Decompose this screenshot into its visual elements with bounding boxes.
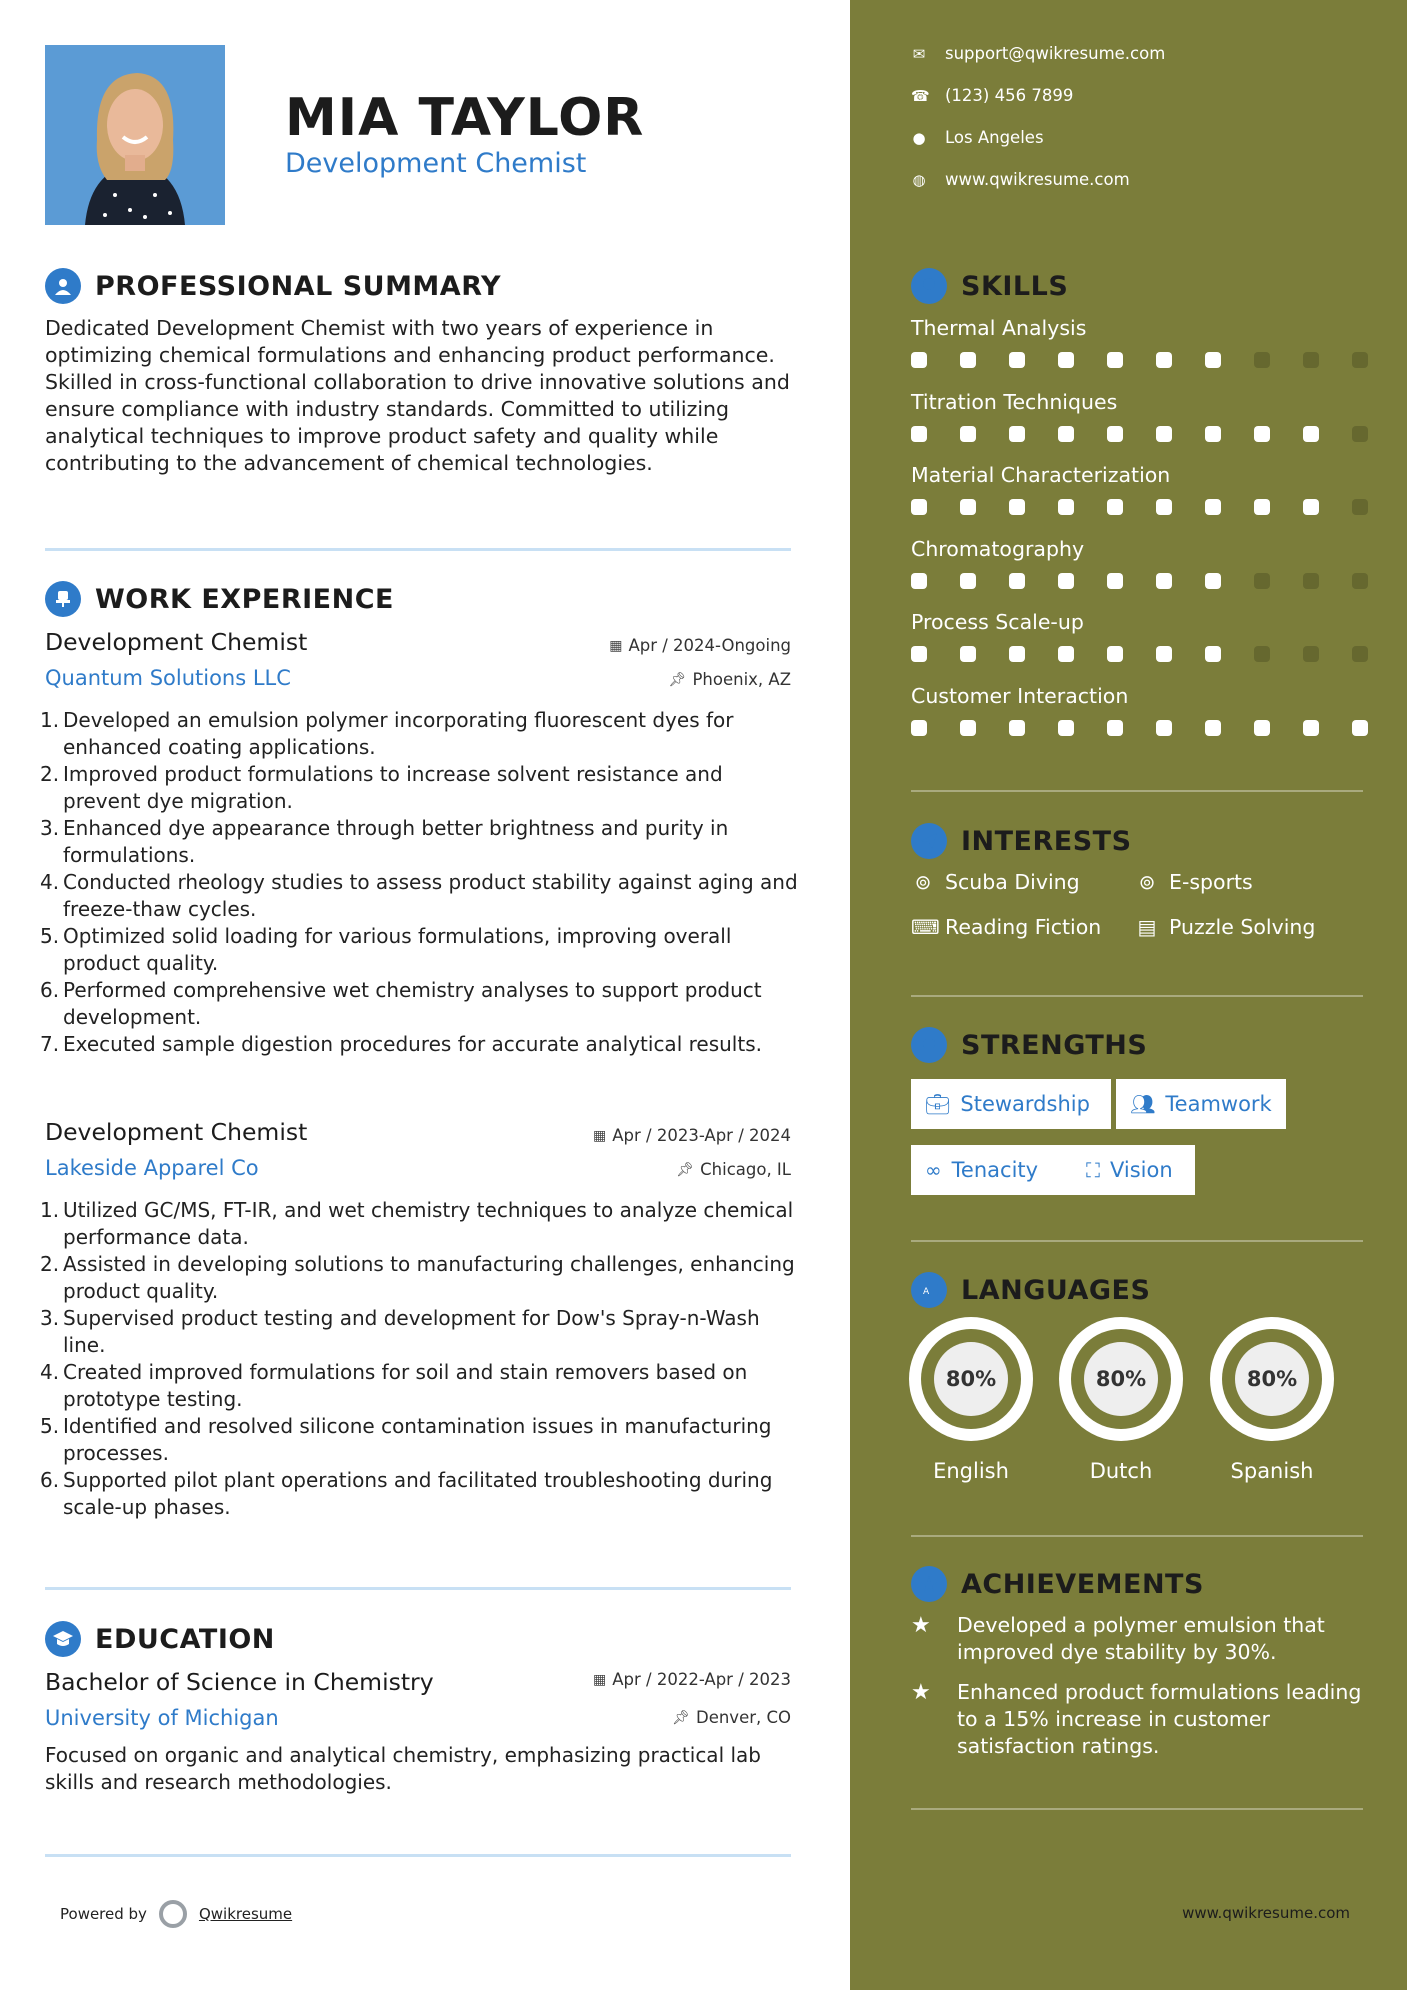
envelope-icon: ✉ bbox=[912, 44, 926, 63]
education-text: Focused on organic and analytical chemistry, emphasizing practical lab skills and research methodologies. bbox=[45, 1743, 761, 1794]
divider bbox=[911, 995, 1363, 997]
rating-dot bbox=[1009, 573, 1025, 589]
profile-photo bbox=[45, 45, 225, 225]
rating-dot bbox=[911, 426, 927, 442]
strength-tag bbox=[1072, 1145, 1195, 1195]
book-icon: ▤ bbox=[1137, 915, 1157, 939]
rating-dot bbox=[960, 720, 976, 736]
contact-website[interactable] bbox=[911, 170, 1130, 189]
school: University of Michigan bbox=[45, 1706, 279, 1730]
graduation-cap-icon bbox=[45, 1621, 81, 1657]
link-icon: ∞ bbox=[925, 1158, 942, 1182]
globe-icon: ◍ bbox=[912, 170, 926, 189]
rating-dot bbox=[1107, 426, 1123, 442]
skill-name: Process Scale-up bbox=[911, 610, 1084, 634]
paper-plane-icon bbox=[911, 823, 947, 859]
rating-dot bbox=[1156, 352, 1172, 368]
skills-title: SKILLS bbox=[961, 270, 1069, 302]
divider bbox=[911, 790, 1363, 792]
strengths-title: STRENGTHS bbox=[961, 1029, 1148, 1061]
users-icon: 👥︎ bbox=[1130, 1092, 1156, 1116]
rating-dot bbox=[1254, 573, 1270, 589]
education-location-text: Denver, CO bbox=[695, 1708, 791, 1727]
rating-dot bbox=[1205, 426, 1221, 442]
rating-dot bbox=[1107, 720, 1123, 736]
language-name: Spanish bbox=[1230, 1459, 1314, 1483]
list-item: 3. Enhanced dye appearance through better brightness and purity in formulations. bbox=[40, 816, 729, 867]
rating-dot bbox=[1205, 352, 1221, 368]
rating-dot bbox=[1254, 499, 1270, 515]
phone-icon: ☎ bbox=[911, 86, 930, 105]
education-heading bbox=[45, 1621, 275, 1657]
job-bullets bbox=[40, 707, 800, 1058]
qwikresume-link[interactable]: Qwikresume bbox=[198, 1905, 293, 1923]
rating-dot bbox=[1156, 426, 1172, 442]
rating-dot bbox=[1156, 646, 1172, 662]
divider bbox=[45, 1854, 791, 1857]
rating-dot bbox=[1303, 646, 1319, 662]
rating-dot bbox=[1107, 352, 1123, 368]
degree: Bachelor of Science in Chemistry bbox=[45, 1668, 434, 1696]
language-progress-ring bbox=[909, 1317, 1033, 1441]
languages-title: LANGUAGES bbox=[961, 1274, 1151, 1306]
rating-dot bbox=[1009, 646, 1025, 662]
list-item: 2. Assisted in developing solutions to manufacturing challenges, enhancing product quality. bbox=[40, 1252, 795, 1303]
contact-location bbox=[911, 128, 1044, 147]
star-badge-icon bbox=[911, 1566, 947, 1602]
rating-dot bbox=[1303, 352, 1319, 368]
education-title: EDUCATION bbox=[95, 1623, 275, 1655]
contact-email[interactable] bbox=[911, 44, 1165, 63]
language-item bbox=[1059, 1317, 1183, 1483]
rating-dot bbox=[911, 352, 927, 368]
briefcase-chair-icon bbox=[45, 581, 81, 617]
svg-text:A: A bbox=[923, 1287, 930, 1297]
gamepad-icon: ⌨ bbox=[911, 915, 940, 939]
list-item: 5. Identified and resolved silicone contamination issues in manufacturing processes. bbox=[40, 1414, 772, 1465]
rating-dot bbox=[1058, 352, 1074, 368]
interest-item bbox=[1135, 870, 1253, 894]
strength-tag bbox=[911, 1079, 1111, 1129]
strength-label: Vision bbox=[1110, 1158, 1173, 1182]
interests-heading bbox=[911, 823, 1132, 859]
achievement-text: Developed a polymer emulsion that improved dye stability by 30%. bbox=[957, 1613, 1325, 1664]
summary-text: Dedicated Development Chemist with two years of experience in optimizing chemical formulations and enhancing product performance. Skilled in cross-functional collaboration to drive innovative solutions and ensure compliance with industry standards. Committed to utilizing analytical techniques to improve product safety and quality while contributing to the advancement of chemical technologies. bbox=[45, 316, 790, 475]
divider bbox=[45, 1587, 791, 1590]
education-dates-text: Apr / 2022-Apr / 2023 bbox=[612, 1670, 791, 1689]
contact-phone bbox=[911, 86, 1073, 105]
job-dates-text: Apr / 2024-Ongoing bbox=[628, 636, 791, 655]
rating-dot bbox=[1107, 499, 1123, 515]
skill-rating bbox=[911, 573, 1368, 589]
language-percent: 80% bbox=[1084, 1342, 1158, 1416]
pin-icon: 📌︎ bbox=[672, 1709, 690, 1726]
interest-label: Reading Fiction bbox=[945, 915, 1102, 939]
language-percent: 80% bbox=[934, 1342, 1008, 1416]
interest-item bbox=[911, 870, 1080, 894]
qwikresume-logo bbox=[159, 1900, 187, 1928]
rating-dot bbox=[1058, 646, 1074, 662]
fist-icon bbox=[911, 1027, 947, 1063]
skills-heading bbox=[911, 268, 1068, 304]
job-location bbox=[676, 1160, 791, 1179]
rating-dot bbox=[1205, 573, 1221, 589]
rating-dot bbox=[1205, 720, 1221, 736]
language-item bbox=[1210, 1317, 1334, 1483]
binoculars-icon: ⛶ bbox=[1086, 1158, 1100, 1182]
list-item: 7. Executed sample digestion procedures for accurate analytical results. bbox=[40, 1032, 762, 1056]
rating-dot bbox=[1156, 573, 1172, 589]
calendar-icon: ▦ bbox=[609, 637, 623, 654]
list-item: 4. Created improved formulations for soil and stain removers based on prototype testing. bbox=[40, 1360, 748, 1411]
life-ring-icon: ⊚ bbox=[1138, 870, 1156, 894]
job-location-text: Phoenix, AZ bbox=[692, 670, 791, 689]
powered-by-label: Powered by bbox=[60, 1905, 147, 1923]
language-name: Dutch bbox=[1089, 1459, 1153, 1483]
rating-dot bbox=[1058, 499, 1074, 515]
rating-dot bbox=[1107, 573, 1123, 589]
contact-location-text: Los Angeles bbox=[945, 128, 1044, 147]
interest-label: E-sports bbox=[1169, 870, 1253, 894]
languages-heading bbox=[911, 1272, 1150, 1308]
rating-dot bbox=[1303, 426, 1319, 442]
skill-rating bbox=[911, 352, 1368, 368]
rating-dot bbox=[911, 573, 927, 589]
star-icon: ★ bbox=[911, 1613, 931, 1638]
job-title: Development Chemist bbox=[45, 1118, 308, 1146]
list-item: 4. Conducted rheology studies to assess product stability against aging and freeze-thaw cycles. bbox=[40, 870, 798, 921]
calendar-icon: ▦ bbox=[593, 1671, 607, 1688]
rating-dot bbox=[1303, 573, 1319, 589]
interest-item bbox=[1135, 915, 1315, 939]
candidate-role: Development Chemist bbox=[285, 148, 587, 179]
achievement-text: Enhanced product formulations leading to a 15% increase in customer satisfaction ratings. bbox=[957, 1680, 1362, 1758]
map-marker-icon: ● bbox=[912, 128, 926, 147]
rating-dot bbox=[1352, 352, 1368, 368]
job-location-text: Chicago, IL bbox=[700, 1160, 791, 1179]
skill-name: Chromatography bbox=[911, 536, 1085, 561]
rating-dot bbox=[960, 499, 976, 515]
achievements-heading bbox=[911, 1566, 1204, 1602]
rating-dot bbox=[1205, 499, 1221, 515]
calendar-icon: ▦ bbox=[593, 1127, 607, 1144]
interest-item bbox=[911, 915, 1101, 939]
skill-rating bbox=[911, 499, 1368, 515]
language-progress-ring bbox=[1059, 1317, 1183, 1441]
interest-label: Scuba Diving bbox=[945, 870, 1080, 894]
achievements-title: ACHIEVEMENTS bbox=[961, 1568, 1204, 1600]
list-item: 1. Developed an emulsion polymer incorporating fluorescent dyes for enhanced coating applications. bbox=[40, 708, 734, 759]
briefcase-icon: 💼︎ bbox=[925, 1092, 951, 1116]
rating-dot bbox=[911, 646, 927, 662]
rating-dot bbox=[1352, 426, 1368, 442]
achievement-item bbox=[911, 1612, 1371, 1666]
rating-dot bbox=[960, 352, 976, 368]
strengths-heading bbox=[911, 1027, 1147, 1063]
job-dates-text: Apr / 2023-Apr / 2024 bbox=[612, 1126, 791, 1145]
job-dates bbox=[609, 636, 791, 655]
divider bbox=[911, 1240, 1363, 1242]
rating-dot bbox=[911, 499, 927, 515]
rating-dot bbox=[1107, 646, 1123, 662]
strength-tag bbox=[1116, 1079, 1286, 1129]
candidate-name: MIA TAYLOR bbox=[285, 88, 645, 148]
rating-dot bbox=[1009, 720, 1025, 736]
rating-dot bbox=[1352, 499, 1368, 515]
rating-dot bbox=[1009, 352, 1025, 368]
divider bbox=[911, 1808, 1363, 1810]
rating-dot bbox=[1156, 720, 1172, 736]
skill-name: Titration Techniques bbox=[911, 389, 1118, 414]
rating-dot bbox=[1352, 573, 1368, 589]
language-item bbox=[909, 1317, 1033, 1483]
achievement-item bbox=[911, 1679, 1371, 1760]
work-title: WORK EXPERIENCE bbox=[95, 583, 394, 615]
rating-dot bbox=[1058, 573, 1074, 589]
job-bullets bbox=[40, 1197, 800, 1521]
star-icon: ★ bbox=[911, 1680, 931, 1705]
rating-dot bbox=[1352, 646, 1368, 662]
strength-label: Stewardship bbox=[960, 1092, 1090, 1116]
job-company: Quantum Solutions LLC bbox=[45, 666, 291, 690]
job-company: Lakeside Apparel Co bbox=[45, 1156, 259, 1180]
divider bbox=[911, 1535, 1363, 1537]
education-location bbox=[672, 1708, 791, 1727]
work-heading bbox=[45, 581, 394, 617]
list-item: 1. Utilized GC/MS, FT-IR, and wet chemistry techniques to analyze chemical performance data. bbox=[40, 1198, 794, 1249]
list-item: 6. Performed comprehensive wet chemistry analyses to support product development. bbox=[40, 978, 762, 1029]
rating-dot bbox=[1254, 720, 1270, 736]
rating-dot bbox=[1254, 352, 1270, 368]
language-progress-ring bbox=[1210, 1317, 1334, 1441]
skill-name: Material Characterization bbox=[911, 463, 1171, 487]
summary-heading bbox=[45, 268, 501, 304]
rating-dot bbox=[1254, 646, 1270, 662]
job-dates bbox=[593, 1126, 791, 1145]
job-location bbox=[669, 670, 791, 689]
strength-tag bbox=[911, 1145, 1072, 1195]
rating-dot bbox=[960, 573, 976, 589]
rating-dot bbox=[1009, 499, 1025, 515]
footer-url[interactable]: www.qwikresume.com bbox=[1182, 1904, 1350, 1922]
rating-dot bbox=[1058, 720, 1074, 736]
contact-phone-text: (123) 456 7899 bbox=[945, 86, 1074, 105]
rating-dot bbox=[1205, 646, 1221, 662]
divider bbox=[45, 548, 791, 551]
job-title: Development Chemist bbox=[45, 628, 308, 656]
skill-rating bbox=[911, 426, 1368, 442]
rating-dot bbox=[1156, 499, 1172, 515]
rating-dot bbox=[1254, 426, 1270, 442]
rating-dot bbox=[911, 720, 927, 736]
lightbulb-icon bbox=[911, 268, 947, 304]
interests-title: INTERESTS bbox=[961, 825, 1132, 857]
strength-label: Tenacity bbox=[951, 1158, 1039, 1182]
language-percent: 80% bbox=[1235, 1342, 1309, 1416]
skill-name: Thermal Analysis bbox=[911, 316, 1087, 340]
list-item: 2. Improved product formulations to increase solvent resistance and prevent dye migration. bbox=[40, 762, 723, 813]
list-item: 5. Optimized solid loading for various formulations, improving overall product quality. bbox=[40, 924, 732, 975]
strength-label: Teamwork bbox=[1165, 1092, 1272, 1116]
contact-email-text: support@qwikresume.com bbox=[945, 44, 1166, 63]
skill-rating bbox=[911, 720, 1368, 736]
language-icon bbox=[911, 1272, 947, 1308]
pin-icon: 📌︎ bbox=[676, 1161, 695, 1178]
skill-rating bbox=[911, 646, 1368, 662]
summary-title: PROFESSIONAL SUMMARY bbox=[95, 270, 502, 302]
skill-name: Customer Interaction bbox=[911, 683, 1129, 708]
language-name: English bbox=[933, 1459, 1009, 1483]
life-ring-icon: ⊚ bbox=[914, 870, 932, 894]
rating-dot bbox=[1352, 720, 1368, 736]
list-item: 3. Supervised product testing and development for Dow's Spray-n-Wash line. bbox=[40, 1306, 760, 1357]
rating-dot bbox=[960, 426, 976, 442]
rating-dot bbox=[1303, 499, 1319, 515]
rating-dot bbox=[1058, 426, 1074, 442]
footer-powered-by bbox=[60, 1900, 292, 1928]
education-dates bbox=[593, 1670, 791, 1689]
list-item: 6. Supported pilot plant operations and facilitated troubleshooting during scale-up phases. bbox=[40, 1468, 773, 1519]
rating-dot bbox=[960, 646, 976, 662]
rating-dot bbox=[1009, 426, 1025, 442]
user-icon bbox=[45, 268, 81, 304]
contact-website-text: www.qwikresume.com bbox=[945, 170, 1130, 189]
interest-label: Puzzle Solving bbox=[1169, 915, 1316, 939]
pin-icon: 📌︎ bbox=[668, 671, 687, 688]
rating-dot bbox=[1303, 720, 1319, 736]
